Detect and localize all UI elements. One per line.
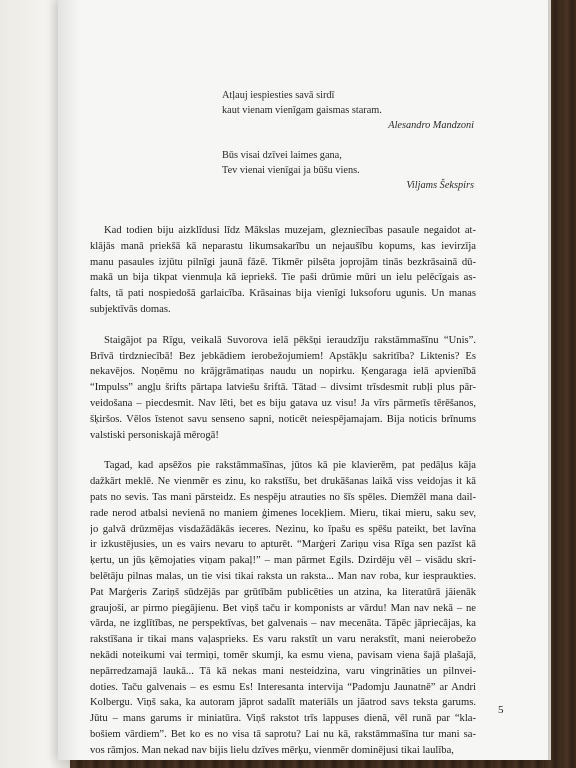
text-line: rade nerod atbalsi nevienā no maniem ģimenes locekļiem. Mieru, tikai mieru, saku sev, (90, 507, 476, 519)
text-line: Jūtu – mans garums ir miniatūra. Viņš rakstot trīs lappuses dienā, vēl runā par “kla- (90, 713, 476, 725)
epigraph-line: Tev vienai vienīgai ja būšu viens. (222, 164, 360, 176)
epigraph-line: Atļauj iespiesties savā sirdī (222, 90, 335, 101)
text-line: šķiršos. Vēlos īstenot savu senseno sapni, noticēt neiespējamajam. Bija noticis brīnums (90, 413, 476, 425)
body-text (90, 223, 476, 759)
page-gutter-shadow (58, 0, 80, 760)
epigraph-author: Viljams Šekspirs (406, 180, 474, 192)
epigraph-line: kaut vienam vienīgam gaismas staram. (222, 105, 382, 117)
text-line: jo galvā drūzmējas visdažādākās ieceres. Nezinu, ko īpašu es spēšu pateikt, bet lavīna (90, 523, 476, 535)
text-line: rakstīšana ir tikai mans vaļasprieks. Es varu rakstīt un varu nerakstīt, mani neierobežo (90, 634, 476, 646)
text-line: manu pasaules izjūtu pilnīgi jaunā fāzē. Tikmēr pilsēta joprojām tinās bezkrāsainā dū- (90, 256, 476, 268)
text-line: Brīvā tirdzniecībā! Bez jebkādiem ierobežojumiem! Apstākļu sakritība? Liktenis? Es (90, 350, 476, 362)
text-line: falts, tā pati nospiedošā garlaicība. Krāsainas bija vienīgi luksoforu ugunis. Un manas (90, 288, 476, 300)
epigraph-author: Alesandro Mandzoni (388, 120, 474, 132)
text-line: vārda, ne izglītības, ne perspektīvas, bet galvenais – nav mecenāta. Tāpēc jāpriecājas, ka (90, 618, 476, 630)
text-line: valstiski personiskajā mērogā! (90, 429, 219, 441)
text-line: vos rāmjos. Man nekad nav bijis lielu dzīves mērķu, vienmēr dominējusi tikai laulība, (90, 744, 454, 756)
text-line: Pat Marģeris Zariņš sūdzējās par grūtībām publicēties un atzina, ka literatūrā jāienāk (90, 586, 476, 598)
page-number: 5 (498, 704, 504, 716)
text-line: doties. Taču galvenais – es esmu Es! Interesanta intervija “Padomju Jaunatnē” ar Andri (90, 681, 476, 693)
text-line: subjektīvās domas. (90, 303, 171, 315)
paragraph (90, 223, 476, 318)
text-line: Kolbergu. Viņš saka, ka autoram jāprot sadalīt materiāls un jāatrod savs teksta garums. (90, 697, 476, 709)
text-line: veidošana – piecdesmit. Nav lēti, bet es biju gatava uz visu! Ja vīrs pārmetīs tērēšanos, (90, 397, 476, 409)
text-line: bošiem vārdiem”. Bet ko es no visa tā saprotu? Lai nu kā, rakstāmmašīna tur mani sa- (90, 728, 476, 740)
text-line: makā un bija tikpat vienmuļa kā iepriekš. Tie paši drūmie mūri un ielu pelēcīgais as- (90, 272, 476, 284)
text-line: pats no sevis. Tas mani pārsteidz. Es nespēju atrauties no šīs spēles. Diemžēl mana dail- (90, 491, 476, 503)
text-line: ir izkustējusies, un es vairs nevaru to apturēt. “Marģeri Zariņu visa Rīga sen pazīst kā (90, 539, 476, 551)
text-line: “Impulss” angļu šrifts pārtapa latviešu šriftā. Tātad – divsimt trīsdesmit rubļi plus pār- (90, 382, 476, 394)
text-line: dažkārt meklē. Ne vienmēr es zinu, ko rakstīšu, bet drukāšanas laikā viss veidojas it kā (90, 476, 476, 488)
text-line: ķertu, un jūs ķēmojaties viņam pakaļ!” – man pārmet Egils. Dzirdēju vēl – visādu skri- (90, 555, 476, 567)
text-line: nekavējos. Noņēmu no krājgrāmatiņas naudu un nopirku. Ķengaraga ielā apvienībā (90, 366, 476, 378)
paragraph (90, 458, 476, 758)
text-line: Staigājot pa Rīgu, veikalā Suvorova ielā pēkšņi ieraudzīju rakstāmmašīnu “Unis”. (104, 334, 476, 346)
paragraph (90, 333, 476, 444)
text-line: graujoši, ar pirmo piegājienu. Bet viņš taču ir komponists ar vārdu! Man nav nekā – ne (90, 602, 476, 614)
epigraph (222, 88, 474, 193)
text-line: klājās manā priekšā kā neparastu likumsakarību un nejaušību kopums, kas ievirzīja (90, 240, 476, 252)
text-line: nekādi noteikumi vai termiņi, tomēr skumji, ka esmu viena, pavisam viena šajā plašajā, (90, 649, 476, 661)
text-line: belētāju pilnas malas, un tie visi tikai raksta un raksta... Man nav roba, kur iespraukties. (90, 570, 476, 582)
text-line: nepārredzamajā laukā... Tā kā nekas mani nesteidzina, varu vingrināties un pilnvei- (90, 665, 476, 677)
epigraph-line: Būs visai dzīvei laimes gana, (222, 149, 342, 161)
text-line: Kad todien biju aizklīdusi līdz Mākslas muzejam, glezniecības pasaule negaidot at- (104, 225, 476, 236)
text-line: Tagad, kad apsēžos pie rakstāmmašīnas, jūtos kā pie klavierēm, pat pedāļus kāja (104, 460, 476, 472)
